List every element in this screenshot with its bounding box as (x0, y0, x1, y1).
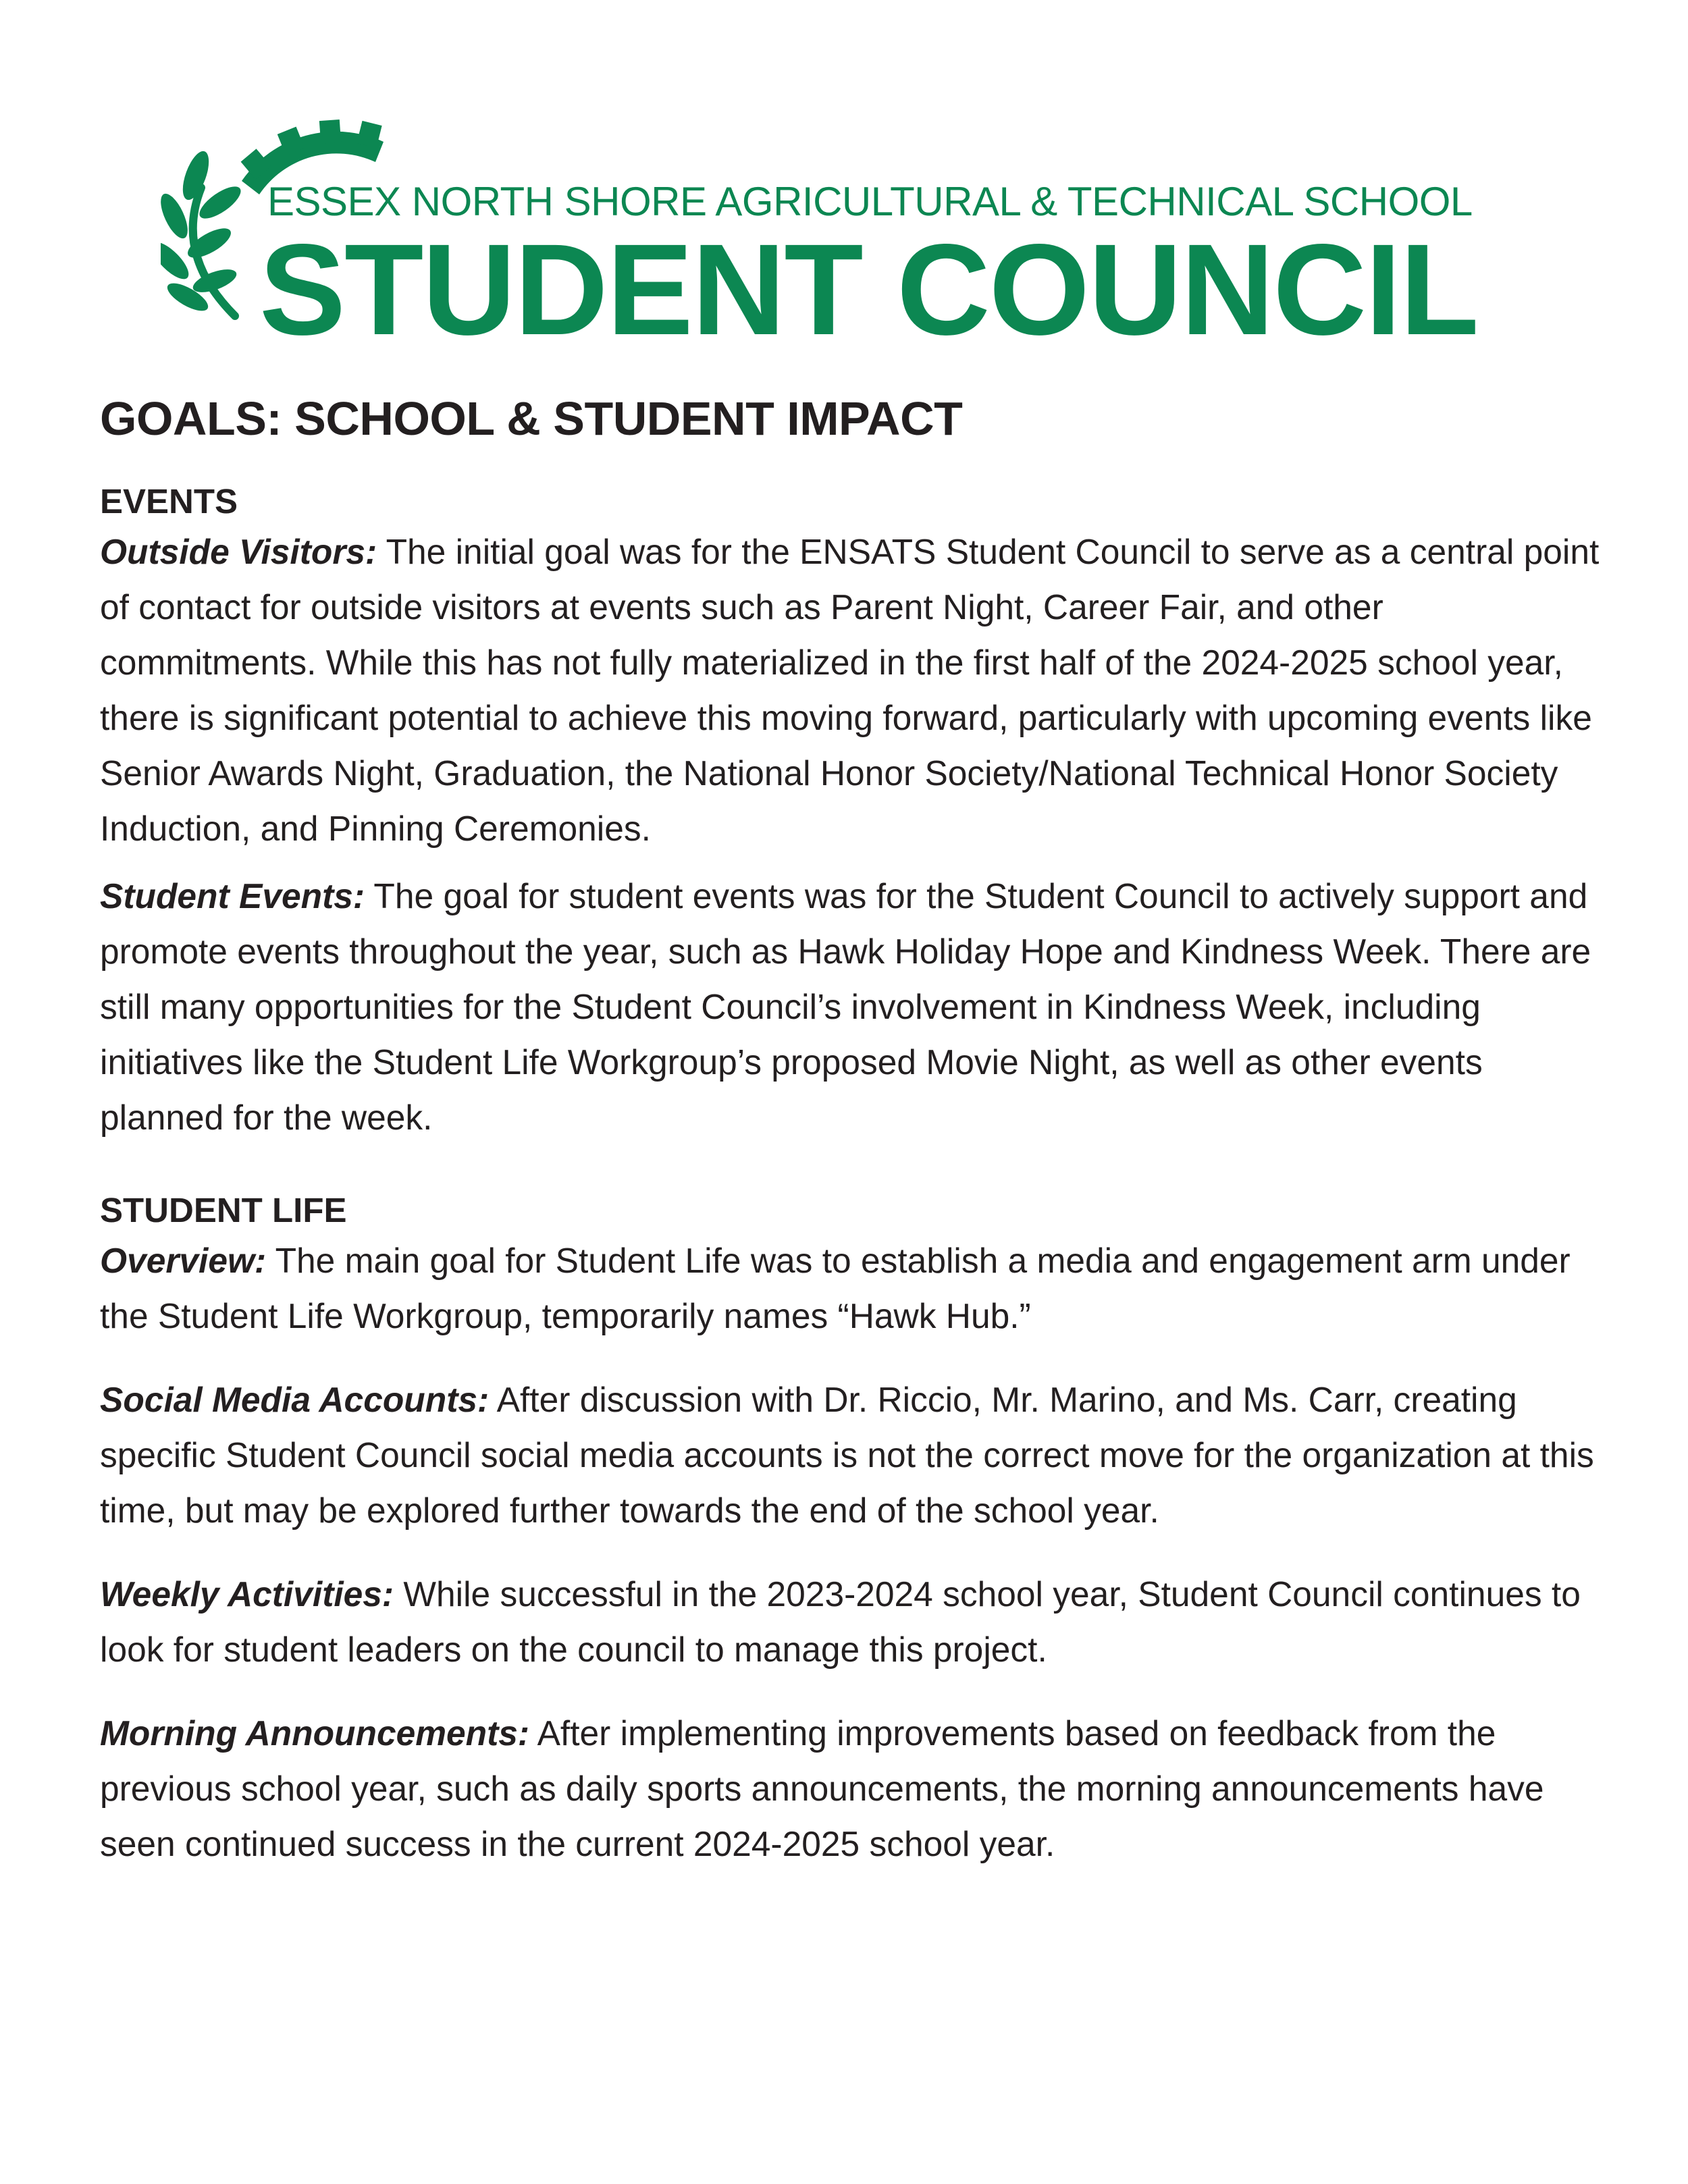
school-name: ESSEX NORTH SHORE AGRICULTURAL & TECHNICAL SCHOOL (267, 179, 1473, 224)
goal-lead: Overview: (100, 1241, 267, 1280)
goal-lead: Outside Visitors: (100, 532, 377, 571)
goal-text: The initial goal was for the ENSATS Student Council to serve as a central point of contact for outside visitors at events such as Parent Night, Career Fair, and other commitments. While this has not fully materialized in the first half of the 2024-2025 school year, there is significant potential to achieve this moving forward, particularly with upcoming events like Senior Awards Night, Graduation, the National Honor Society/National Technical Honor Society Induction, and Pinning Ceremonies. (100, 532, 1600, 848)
laurel-leaf (178, 148, 214, 203)
goal-text: While successful in the 2023-2024 school year, Student Council continues to look for student leaders on the council to manage this project. (100, 1574, 1581, 1669)
goal-text: The goal for student events was for the Student Council to actively support and promote events throughout the year, such as Hawk Holiday Hope and Kindness Week. There are still many opportunities for the Student Council’s involvement in Kindness Week, including initiatives like the Student Life Workgroup’s proposed Movie Night, as well as other events planned for the week. (100, 876, 1591, 1137)
section-heading-events: EVENTS (100, 482, 238, 521)
goal-lead: Social Media Accounts: (100, 1380, 490, 1419)
student-council-logo (161, 100, 1538, 362)
gear-tooth (319, 119, 341, 144)
goal-text: After discussion with Dr. Riccio, Mr. Marino, and Ms. Carr, creating specific Student Council social media accounts is not the correct move for the organization at this time, but may be explored further towards the end of the school year. (100, 1380, 1594, 1530)
goal-morning-announcements (100, 1705, 1606, 1871)
goal-text: After implementing improvements based on feedback from the previous school year, such as daily sports announcements, the morning announcements have seen continued success in the current 2024-2025 school year. (100, 1713, 1544, 1863)
goal-lead: Student Events: (100, 876, 365, 915)
goal-lead: Morning Announcements: (100, 1713, 530, 1753)
laurel-leaf (161, 237, 194, 285)
page-title: GOALS: SCHOOL & STUDENT IMPACT (100, 392, 963, 445)
goal-text: The main goal for Student Life was to establish a media and engagement arm under the Student Life Workgroup, temporarily names “Hawk Hub.” (100, 1241, 1571, 1335)
goal-overview (100, 1233, 1606, 1343)
goal-lead: Weekly Activities: (100, 1574, 394, 1614)
section-heading-student-life: STUDENT LIFE (100, 1191, 347, 1229)
council-name: STUDENT COUNCIL (259, 217, 1478, 362)
goal-weekly-activities (100, 1566, 1606, 1677)
goal-student-events (100, 868, 1606, 1145)
goal-social-media-accounts (100, 1372, 1606, 1538)
document-body (100, 392, 1606, 1871)
goal-outside-visitors (100, 524, 1606, 856)
